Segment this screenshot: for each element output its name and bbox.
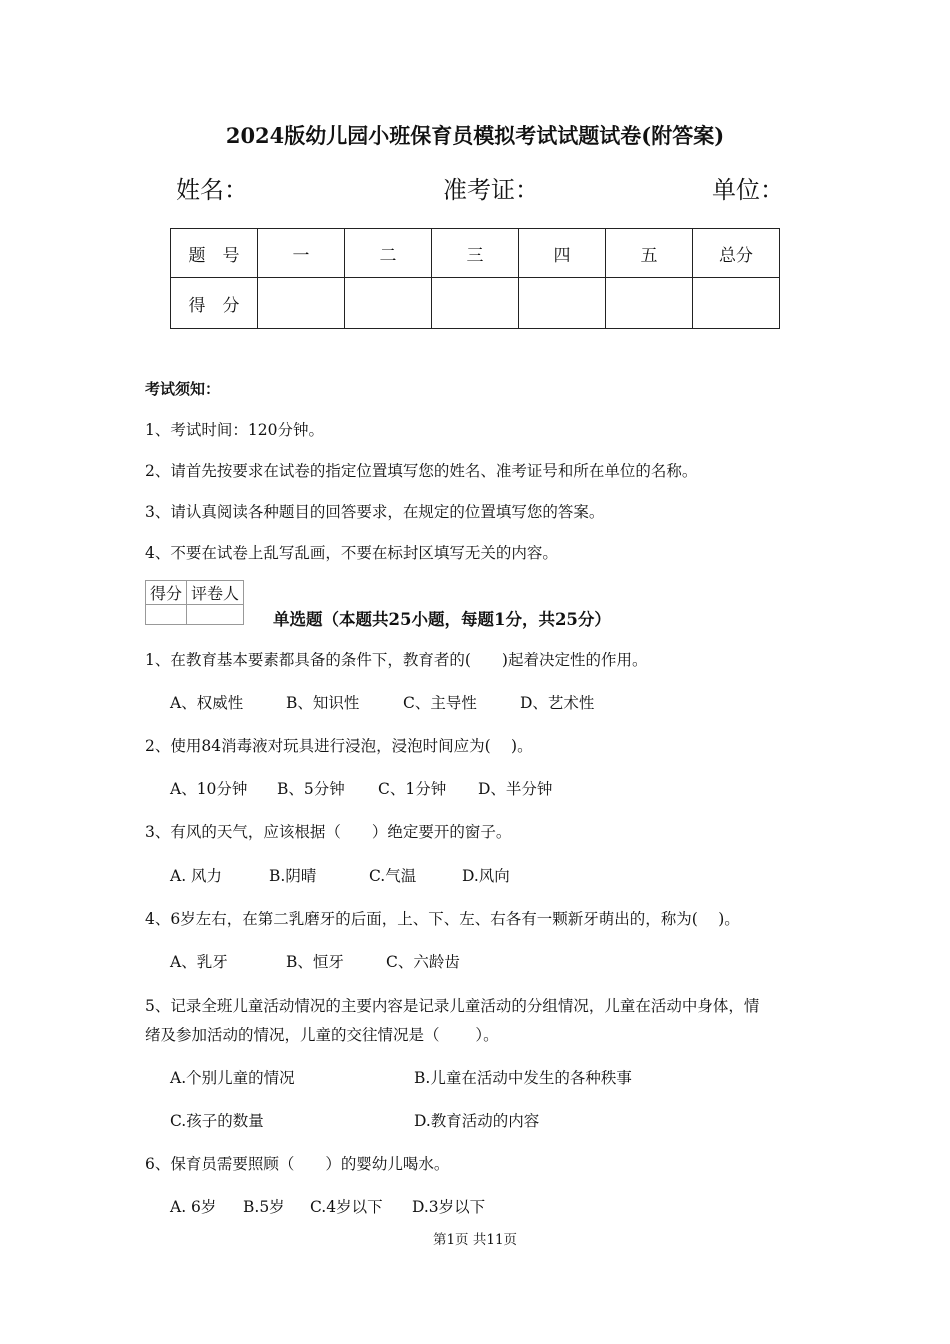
grader-score-cell[interactable] <box>146 605 187 625</box>
score-cell[interactable] <box>606 278 693 329</box>
option[interactable]: B.儿童在活动中发生的各种秩事 <box>414 1069 632 1087</box>
grader-name-label: 评卷人 <box>187 581 244 605</box>
question-text: 1、在教育基本要素都具备的条件下，教育者的( )起着决定性的作用。 <box>145 651 648 669</box>
option[interactable]: C.孩子的数量 <box>170 1112 264 1130</box>
question-text: 2、使用84消毒液对玩具进行浸泡，浸泡时间应为( )。 <box>145 737 533 755</box>
notice-item: 1、考试时间：120分钟。 <box>145 421 324 439</box>
option[interactable]: A、权威性 <box>170 694 244 712</box>
grader-name-cell[interactable] <box>187 605 244 625</box>
score-table-header-label: 题 号 <box>171 229 258 278</box>
grader-score-label: 得分 <box>146 581 187 605</box>
question-text: 6、保育员需要照顾（ ）的婴幼儿喝水。 <box>145 1155 450 1173</box>
score-cell[interactable] <box>345 278 432 329</box>
score-cell[interactable] <box>693 278 780 329</box>
option[interactable]: A.个别儿童的情况 <box>170 1069 295 1087</box>
score-table-header-total: 总分 <box>693 229 780 278</box>
page-footer: 第1页 共11页 <box>432 1232 518 1248</box>
score-table <box>170 228 780 329</box>
question-text-continued: 绪及参加活动的情况，儿童的交往情况是（ ）。 <box>145 1026 499 1044</box>
question-text: 4、6岁左右，在第二乳磨牙的后面，上、下、左、右各有一颗新牙萌出的，称为( )。 <box>145 910 740 928</box>
option[interactable]: C、六龄齿 <box>386 953 460 971</box>
score-table-header-5: 五 <box>606 229 693 278</box>
option[interactable]: C、主导性 <box>403 694 477 712</box>
score-table-header-3: 三 <box>432 229 519 278</box>
notice-item: 3、请认真阅读各种题目的回答要求，在规定的位置填写您的答案。 <box>145 503 605 521</box>
score-table-header-2: 二 <box>345 229 432 278</box>
option[interactable]: D、艺术性 <box>520 694 595 712</box>
question-text: 5、记录全班儿童活动情况的主要内容是记录儿童活动的分组情况，儿童在活动中身体，情 <box>145 997 760 1015</box>
option[interactable]: D.3岁以下 <box>412 1198 486 1216</box>
unit-field-label: 单位： <box>712 176 784 204</box>
option[interactable]: C.气温 <box>369 867 417 885</box>
score-cell[interactable] <box>258 278 345 329</box>
grader-table <box>145 580 244 625</box>
option[interactable]: D.风向 <box>462 867 510 885</box>
option[interactable]: B、5分钟 <box>277 780 345 798</box>
score-table-header-4: 四 <box>519 229 606 278</box>
option[interactable]: B.5岁 <box>243 1198 285 1216</box>
score-cell[interactable] <box>432 278 519 329</box>
exam-id-field-label: 准考证： <box>443 176 539 204</box>
score-table-header-1: 一 <box>258 229 345 278</box>
option[interactable]: B、恒牙 <box>286 953 344 971</box>
score-cell[interactable] <box>519 278 606 329</box>
page-title: 2024版幼儿园小班保育员模拟考试试题试卷(附答案) <box>225 123 725 148</box>
question-text: 3、有风的天气，应该根据（ ）绝定要开的窗子。 <box>145 823 512 841</box>
option[interactable]: D.教育活动的内容 <box>414 1112 540 1130</box>
option[interactable]: B.阴晴 <box>269 867 317 885</box>
option[interactable]: C.4岁以下 <box>310 1198 383 1216</box>
notice-heading: 考试须知： <box>145 380 221 398</box>
notice-item: 4、不要在试卷上乱写乱画，不要在标封区填写无关的内容。 <box>145 544 558 562</box>
option[interactable]: D、半分钟 <box>478 780 553 798</box>
notice-item: 2、请首先按要求在试卷的指定位置填写您的姓名、准考证号和所在单位的名称。 <box>145 462 698 480</box>
option[interactable]: C、1分钟 <box>378 780 447 798</box>
option[interactable]: A、乳牙 <box>170 953 228 971</box>
option[interactable]: B、知识性 <box>286 694 360 712</box>
option[interactable]: A. 风力 <box>170 867 223 885</box>
score-row-label: 得 分 <box>171 278 258 329</box>
option[interactable]: A. 6岁 <box>170 1198 217 1216</box>
name-field-label: 姓名： <box>176 176 248 204</box>
option[interactable]: A、10分钟 <box>170 780 248 798</box>
section-title: 单选题（本题共25小题，每题1分，共25分） <box>273 610 611 629</box>
